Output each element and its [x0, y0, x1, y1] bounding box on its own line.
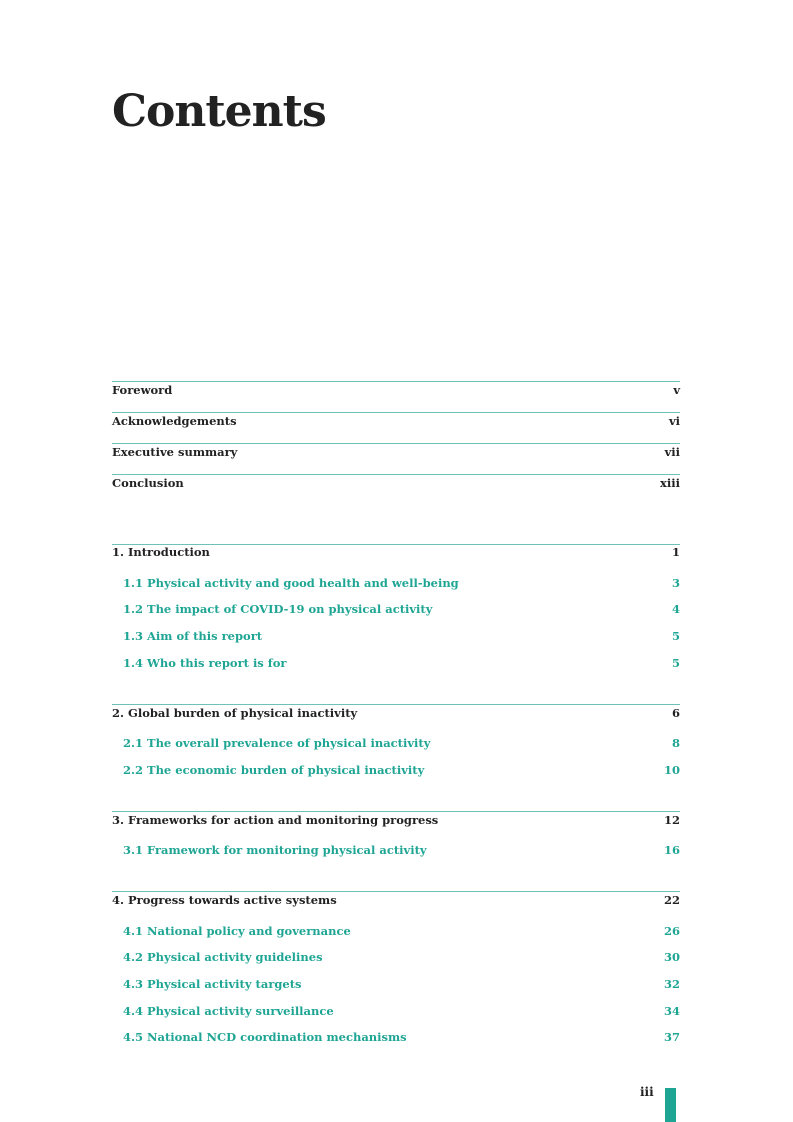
toc-section-page: 10: [663, 763, 680, 777]
toc-section-label: 4.4 Physical activity surveillance: [123, 1004, 334, 1018]
toc-chapter-label: 2. Global burden of physical inactivity: [112, 706, 358, 720]
toc-section-label: 4.1 National policy and governance: [123, 924, 351, 938]
toc-section-1-4[interactable]: [112, 653, 680, 673]
toc-entry-page: vii: [664, 445, 680, 459]
toc-section-2-2[interactable]: [112, 760, 680, 780]
page-number: iii: [640, 1085, 654, 1099]
toc-entry-page: v: [673, 383, 680, 397]
toc-section-3-1[interactable]: [112, 840, 680, 860]
toc-section-page: 34: [663, 1004, 680, 1018]
toc-entry-label: Executive summary: [112, 445, 238, 459]
toc-entry-label: Foreword: [112, 383, 173, 397]
toc-entry-label: Conclusion: [112, 476, 184, 490]
toc-entry-executive-summary[interactable]: [112, 442, 680, 462]
toc-section-label: 4.2 Physical activity guidelines: [123, 950, 323, 964]
toc-entry-conclusion[interactable]: [112, 473, 680, 493]
toc-chapter-label: 1. Introduction: [112, 545, 210, 559]
toc-entry-foreword[interactable]: [112, 380, 680, 400]
toc-section-page: 16: [663, 843, 680, 857]
page-title: Contents: [112, 86, 326, 137]
toc-section-1-2[interactable]: [112, 599, 680, 619]
toc-section-1-3[interactable]: [112, 626, 680, 646]
toc-section-page: 32: [663, 977, 680, 991]
toc-section-label: 1.4 Who this report is for: [123, 656, 287, 670]
toc-section-label: 1.3 Aim of this report: [123, 629, 263, 643]
toc-entry-acknowledgements[interactable]: [112, 411, 680, 431]
toc-chapter-2[interactable]: [112, 703, 680, 723]
toc-chapter-label: 4. Progress towards active systems: [112, 893, 337, 907]
toc-section-page: 5: [671, 656, 680, 670]
toc-section-4-3[interactable]: [112, 974, 680, 994]
toc-section-4-5[interactable]: [112, 1027, 680, 1047]
toc-chapter-1[interactable]: [112, 542, 680, 562]
toc-section-4-1[interactable]: [112, 921, 680, 941]
toc-section-4-2[interactable]: [112, 947, 680, 967]
toc-chapter-label: 3. Frameworks for action and monitoring progress: [112, 813, 439, 827]
toc-section-page: 8: [671, 736, 680, 750]
toc-section-label: 2.1 The overall prevalence of physical inactivity: [123, 736, 431, 750]
toc-section-label: 2.2 The economic burden of physical inactivity: [123, 763, 425, 777]
toc-section-page: 30: [663, 950, 680, 964]
toc-section-label: 3.1 Framework for monitoring physical activity: [123, 843, 427, 857]
toc-section-label: 1.1 Physical activity and good health and well-being: [123, 576, 459, 590]
toc-entry-label: Acknowledgements: [112, 414, 237, 428]
toc-section-label: 4.3 Physical activity targets: [123, 977, 302, 991]
toc-section-label: 4.5 National NCD coordination mechanisms: [123, 1030, 407, 1044]
toc-chapter-3[interactable]: [112, 810, 680, 830]
toc-entry-page: vi: [668, 414, 680, 428]
toc-section-label: 1.2 The impact of COVID-19 on physical activity: [123, 602, 433, 616]
toc-chapter-page: 12: [663, 813, 680, 827]
toc-section-2-1[interactable]: [112, 733, 680, 753]
toc-section-page: 4: [671, 602, 680, 616]
toc-chapter-page: 22: [663, 893, 680, 907]
toc-section-page: 26: [663, 924, 680, 938]
toc-section-page: 5: [671, 629, 680, 643]
toc-chapter-4[interactable]: [112, 890, 680, 910]
page-marker-bar: [665, 1088, 676, 1122]
toc-chapter-page: 1: [671, 545, 680, 559]
toc-chapter-page: 6: [671, 706, 680, 720]
toc-entry-page: xiii: [660, 476, 680, 490]
toc-section-page: 3: [671, 576, 680, 590]
toc-section-1-1[interactable]: [112, 573, 680, 593]
toc-section-page: 37: [663, 1030, 680, 1044]
toc-section-4-4[interactable]: [112, 1001, 680, 1021]
